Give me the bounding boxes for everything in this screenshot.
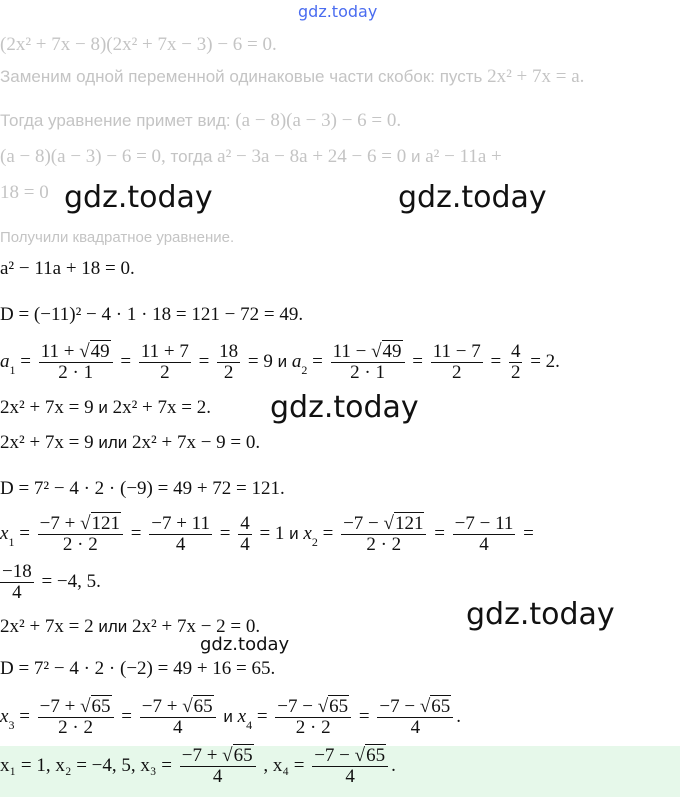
fraction: $\frac{4}{4}$ <box>240 513 250 555</box>
first-eq-math-1: 2x² + 7x = 9 <box>0 432 94 453</box>
fraction: $\frac{-7 - √65}{2 \cdot 2}$ <box>275 697 351 738</box>
roots-first-continuation <box>0 562 101 603</box>
first-equation <box>0 432 260 454</box>
second-eq-math-2: 2x² + 7x − 2 = 0. <box>132 616 261 637</box>
watermark: gdz.today <box>200 634 290 655</box>
second-eq-math-1: 2x² + 7x = 2 <box>0 616 94 637</box>
fraction: $\frac{-7 - √65}{4}$ <box>377 697 453 738</box>
conjunction-and: и <box>289 523 299 543</box>
fraction: $\frac{-18}{4}$ <box>2 561 32 603</box>
fraction: $\frac{-7 + √121}{2 \cdot 2}$ <box>38 514 123 555</box>
fraction: $\frac{-7 + √65}{4}$ <box>180 746 256 787</box>
expansion-math-3: a² − 11a + <box>425 146 502 167</box>
answer-part-2: , x₄ = <box>263 754 305 776</box>
new-equation-text: Тогда уравнение примет вид: <box>0 111 231 130</box>
expansion-text-1: тогда <box>170 147 213 166</box>
quadratic-equation: a² − 11a + 18 = 0. <box>0 258 135 279</box>
fraction: $\frac{-7 - √65}{4}$ <box>312 746 388 787</box>
answer-line: x₁ = 1, x₂ = −4, 5, x₃ = $\frac{-7 + √65}{4}$ , x₄ = $\frac{-7 - √65}{4}$ . <box>0 745 396 787</box>
expansion-line <box>0 146 502 168</box>
fraction: $\frac{-7 - 11}{4}$ <box>454 513 514 555</box>
fraction: $\frac{-7 + 11}{4}$ <box>151 513 210 555</box>
answer-part-1: x₁ = 1, x₂ = −4, 5, x₃ = <box>0 754 172 776</box>
watermark: gdz.today <box>270 390 419 425</box>
second-equation <box>0 616 260 638</box>
fraction: $\frac{-7 + √65}{4}$ <box>140 697 216 738</box>
expansion-math-2: a² − 3a − 8a + 24 − 6 = 0 <box>217 146 407 167</box>
discriminant-a: D = (−11)² − 4 · 1 · 18 = 121 − 72 = 49. <box>0 304 304 325</box>
discriminant-second: D = 7² − 4 · 2 · (−2) = 49 + 16 = 65. <box>0 658 276 679</box>
substitution-text: Заменим одной переменной одинаковые части скобок: пусть <box>0 67 483 86</box>
back-substitution <box>0 397 211 419</box>
conjunction-and: и <box>223 706 233 726</box>
root-value: = −4, 5. <box>41 570 101 592</box>
fraction: $\frac{11 - 7}{2}$ <box>432 341 481 383</box>
roots-second-line: $x_3$ = $\frac{-7 + √65}{2 \cdot 2}$ = $\frac{-7 + √65}{4}$ и $x_4$ = $\frac{-7 - √65}{2 \cdot 2}$ = $\frac{-7 - √65}{4}$ . <box>0 696 461 738</box>
watermark: gdz.today <box>466 597 615 632</box>
first-eq-text: или <box>98 433 128 452</box>
new-equation-line <box>0 110 401 132</box>
new-equation-math: (a − 8)(a − 3) − 6 = 0. <box>235 110 402 131</box>
fraction: $\frac{-7 - √121}{2 \cdot 2}$ <box>341 514 426 555</box>
answer-box <box>0 746 680 797</box>
roots-first-line: $x_1$ = $\frac{-7 + √121}{2 \cdot 2}$ = $\frac{-7 + 11}{4}$ = $\frac{4}{4}$ = 1 и $x_2$ = $\frac{-7 - √121}{2 \cdot 2}$ = $\frac{-7 - 11}{4}$ = <box>0 513 534 555</box>
conjunction-and: и <box>277 351 288 371</box>
roots-a-line: $a_1$ = $\frac{11 + √49}{2 \cdot 1}$ = $\frac{11 + 7}{2}$ = $\frac{18}{2}$ = 9 и $a_2$ = $\frac{11 - √49}{2 \cdot 1}$ = $\frac{11 - 7}{2}$ = $\frac{4}{2}$ = 2. <box>0 341 560 383</box>
watermark: gdz.today <box>64 180 213 215</box>
back-sub-math-2: 2x² + 7x = 2. <box>112 397 211 418</box>
equation-original: (2x² + 7x − 8)(2x² + 7x − 3) − 6 = 0. <box>0 34 277 55</box>
fraction: $\frac{4}{2}$ <box>510 341 521 383</box>
fraction: $\frac{-7 + √65}{2 \cdot 2}$ <box>38 697 114 738</box>
watermark: gdz.today <box>298 2 378 21</box>
fraction: $\frac{11 - √49}{2 \cdot 1}$ <box>331 342 405 383</box>
first-eq-math-2: 2x² + 7x − 9 = 0. <box>132 432 261 453</box>
discriminant-first: D = 7² − 4 · 2 · (−9) = 49 + 72 = 121. <box>0 478 285 499</box>
watermark: gdz.today <box>398 180 547 215</box>
substitution-line <box>0 66 584 88</box>
fraction: $\frac{11 + 7}{2}$ <box>140 341 189 383</box>
quadratic-note: Получили квадратное уравнение. <box>0 229 235 246</box>
expansion-text-2: и <box>410 147 421 166</box>
fraction: $\frac{18}{2}$ <box>219 341 239 383</box>
expansion-math-1: (a − 8)(a − 3) − 6 = 0, <box>0 146 166 167</box>
back-sub-math-1: 2x² + 7x = 9 <box>0 397 94 418</box>
fraction: $\frac{11 + √49}{2 \cdot 1}$ <box>39 342 113 383</box>
second-eq-text: или <box>98 617 128 636</box>
expansion-continuation: 18 = 0 <box>0 182 49 203</box>
substitution-math: 2x² + 7x = a. <box>487 66 585 87</box>
back-sub-text: и <box>98 398 108 417</box>
